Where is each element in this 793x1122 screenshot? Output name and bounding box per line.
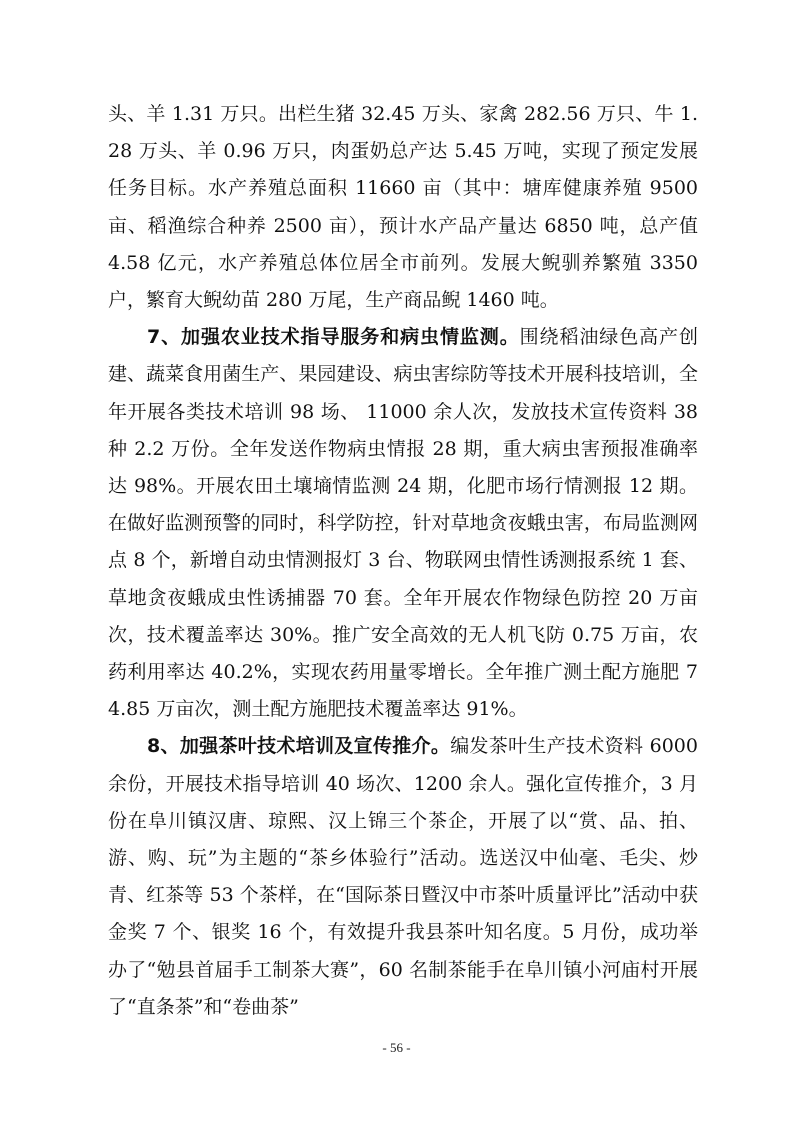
- section-heading-8: 8、加强茶叶技术培训及宣传推介。: [147, 735, 451, 758]
- paragraph-text: 头、羊 1.31 万只。出栏生猪 32.45 万头、家禽 282.56 万只、牛 1.28 万头、羊 0.96 万只，肉蛋奶总产达 5.45 万吨，实现了预定发展任务目标。水产养殖总面积 11660 亩（其中：塘库健康养殖 9500 亩、稻渔综合种养 2500 亩），预计水产品产量达 6850 吨，总产值 4.58 亿元，水产养殖总体位居全市前列。发展大鲵驯养繁殖 3350 户，繁育大鲵幼苗 280 万尾，生产商品鲵 1460 吨。: [108, 103, 698, 312]
- body-text: [108, 96, 698, 1026]
- paragraph-tea-promotion: [108, 728, 698, 1026]
- paragraph-text: 编发茶叶生产技术资料 6000 余份，开展技术指导培训 40 场次、1200 余人。强化宣传推介，3 月份在阜川镇汉唐、琼熙、汉上锦三个茶企，开展了以“赏、品、拍、游、购、玩”为主题的“茶乡体验行”活动。选送汉中仙毫、毛尖、炒青、红茶等 53 个茶样，在“国际茶日暨汉中市茶叶质量评比”活动中获金奖 7 个、银奖 16 个，有效提升我县茶叶知名度。5 月份，成功举办了“勉县首届手工制茶大赛”，60 名制茶能手在阜川镇小河庙村开展了“直条茶”和“卷曲茶”: [108, 735, 698, 1018]
- paragraph-agri-tech-guidance: [108, 319, 698, 728]
- paragraph-livestock-aquaculture: [108, 96, 698, 319]
- page-number: - 56 -: [382, 1040, 411, 1055]
- paragraph-text: 围绕稻油绿色高产创建、蔬菜食用菌生产、果园建设、病虫害综防等技术开展科技培训，全年开展各类技术培训 98 场、 11000 余人次，发放技术宣传资料 38 种 2.2 万份。全年发送作物病虫情报 28 期，重大病虫害预报准确率达 98%。开展农田土壤墒情监测 24 期，化肥市场行情测报 12 期。在做好监测预警的同时，科学防控，针对草地贪夜蛾虫害，布局监测网点 8 个，新增自动虫情测报灯 3 台、物联网虫情性诱测报系统 1 套、草地贪夜蛾成虫性诱捕器 70 套。全年开展农作物绿色防控 20 万亩次，技术覆盖率达 30%。推广安全高效的无人机飞防 0.75 万亩，农药利用率达 40.2%，实现农药用量零增长。全年推广测土配方施肥 74.85 万亩次，测土配方施肥技术覆盖率达 91%。: [108, 326, 698, 721]
- section-heading-7: 7、加强农业技术指导服务和病虫情监测。: [147, 326, 520, 349]
